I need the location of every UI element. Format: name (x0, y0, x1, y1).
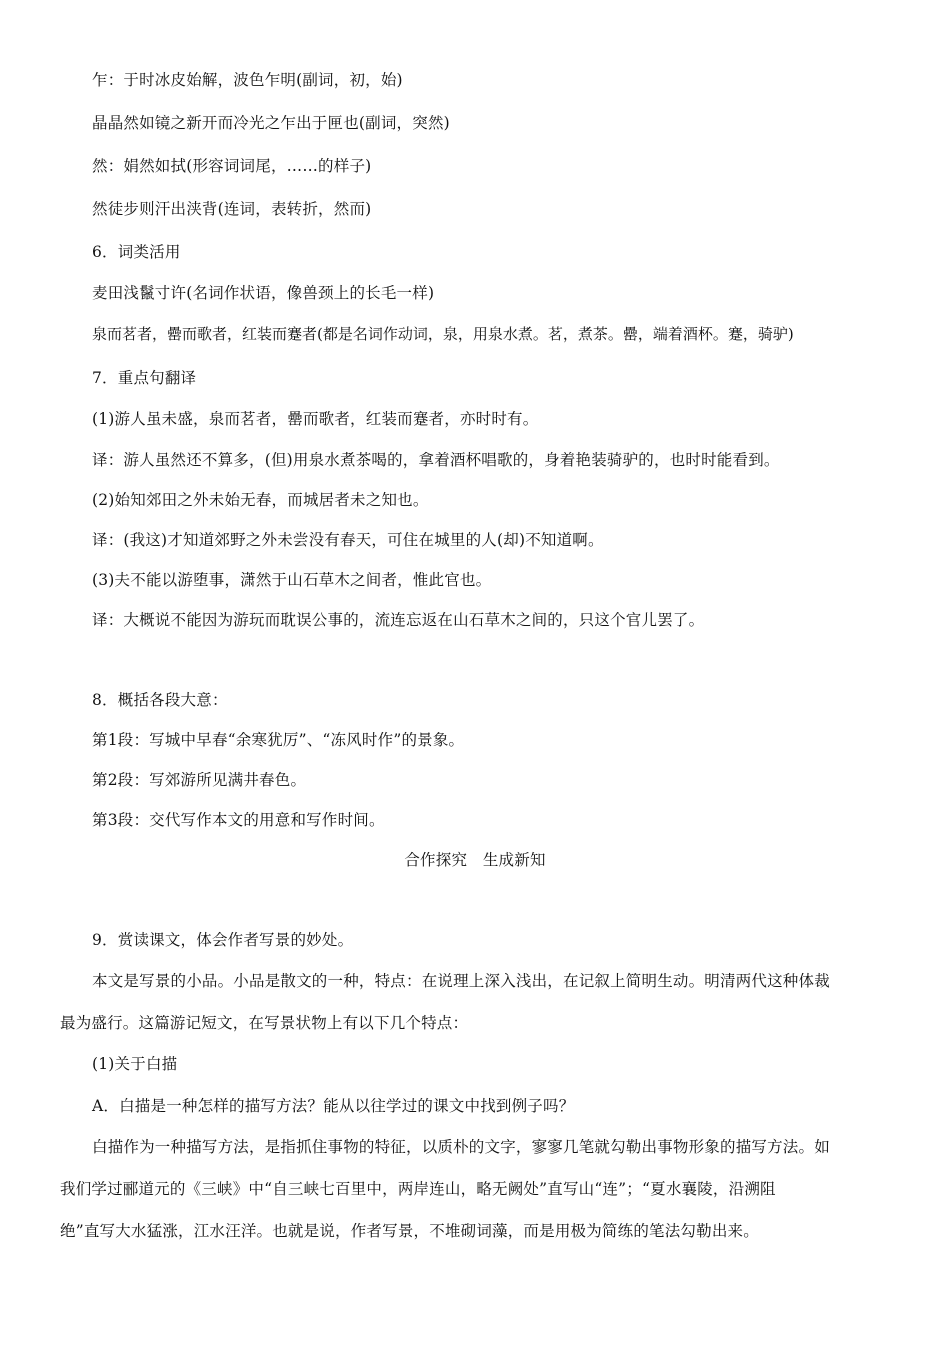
text-line: 乍：于时冰皮始解，波色乍明(副词，初，始) (92, 71, 403, 89)
text-line: 第1段：写城中早春“余寒犹厉”、“冻风时作”的景象。 (92, 731, 465, 749)
text-line: 译：(我这)才知道郊野之外未尝没有春天，可住在城里的人(却)不知道啊。 (92, 531, 604, 549)
section-title: 合作探究 生成新知 (404, 851, 546, 869)
text-line: 最为盛行。这篇游记短文，在写景状物上有以下几个特点： (60, 1014, 469, 1032)
text-line: 白描作为一种描写方法，是指抓住事物的特征，以质朴的文字，寥寥几笔就勾勒出事物形象的描写方法。如 (92, 1138, 830, 1156)
text-line: 本文是写景的小品。小品是散文的一种，特点：在说理上深入浅出，在记叙上简明生动。明清两代这种体裁 (92, 972, 830, 990)
text-line: 第3段：交代写作本文的用意和写作时间。 (92, 811, 385, 829)
section-heading: 9．赏读课文，体会作者写景的妙处。 (92, 931, 354, 949)
section-heading: 7．重点句翻译 (92, 369, 197, 387)
text-line: 泉而茗者，罍而歌者，红装而蹇者(都是名词作动词，泉，用泉水煮。茗，煮茶。罍，端着酒杯。蹇，骑驴) (92, 325, 794, 343)
text-line: 麦田浅鬣寸许(名词作状语，像兽颈上的长毛一样) (92, 284, 435, 302)
text-line: (1)游人虽未盛，泉而茗者，罍而歌者，红装而蹇者，亦时时有。 (92, 410, 539, 428)
text-line: 晶晶然如镜之新开而冷光之乍出于匣也(副词，突然) (92, 114, 450, 132)
text-line: 译：游人虽然还不算多，(但)用泉水煮茶喝的，拿着酒杯唱歌的，身着艳装骑驴的，也时时能看到。 (92, 451, 780, 469)
text-line: (2)始知郊田之外未始无春，而城居者未之知也。 (92, 491, 429, 509)
section-heading: 8．概括各段大意： (92, 691, 228, 709)
section-heading: 6．词类活用 (92, 243, 181, 261)
text-line: (1)关于白描 (92, 1055, 178, 1073)
text-line: 然徒步则汗出浃背(连词，表转折，然而) (92, 200, 372, 218)
text-line: 绝”直写大水猛涨，江水汪洋。也就是说，作者写景，不堆砌词藻，而是用极为简练的笔法勾勒出来。 (60, 1222, 759, 1240)
text-line: 我们学过郦道元的《三峡》中“自三峡七百里中，两岸连山，略无阙处”直写山“连”；“夏水襄陵，沿溯阻 (60, 1180, 776, 1198)
text-line: (3)夫不能以游堕事，潇然于山石草木之间者，惟此官也。 (92, 571, 492, 589)
text-line: 第2段：写郊游所见满井春色。 (92, 771, 307, 789)
text-line: A．白描是一种怎样的描写方法？能从以往学过的课文中找到例子吗？ (92, 1097, 575, 1115)
text-line: 译：大概说不能因为游玩而耽误公事的，流连忘返在山石草木之间的，只这个官儿罢了。 (92, 611, 705, 629)
text-line: 然：娟然如拭(形容词词尾，……的样子) (92, 157, 372, 175)
